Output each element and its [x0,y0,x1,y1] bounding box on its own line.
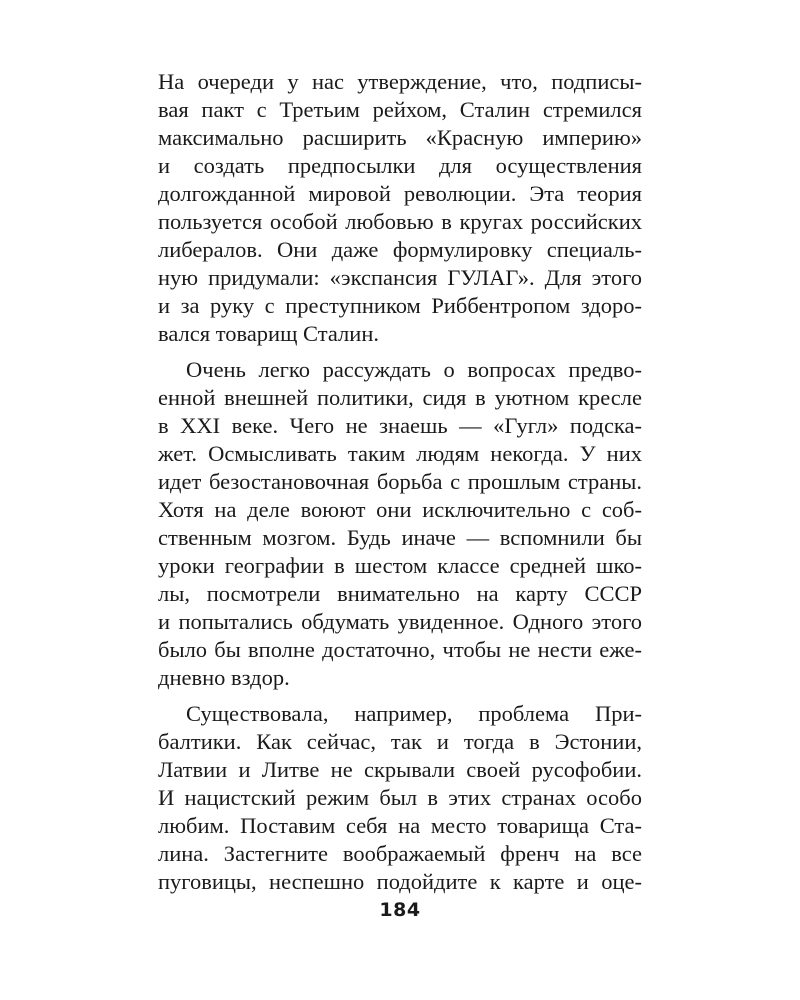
text-line: и за руку с преступником Риббентропом здоро- [158,293,642,318]
text-line: На очереди у нас утверждение, что, подписы- [158,69,642,94]
paragraph [158,700,642,896]
text-line: ную придумали: «экспансия ГУЛАГ». Для этого [158,265,642,290]
text-line: было бы вполне достаточно, чтобы не нести еже- [158,637,642,662]
text-line: в XXI веке. Чего не знаешь — «Гугл» подска- [158,413,642,438]
text-line: дневно вздор. [158,665,290,690]
text-line: пуговицы, неспешно подойдите к карте и оце- [158,869,642,894]
text-line: либералов. Они даже формулировку специаль- [158,237,642,262]
text-line: енной внешней политики, сидя в уютном кресле [158,385,642,410]
text-line: и создать предпосылки для осуществления [158,153,642,178]
text-line: идет безостановочная борьба с прошлым страны. [158,469,642,494]
text-line: и попытались обдумать увиденное. Одного этого [158,609,642,634]
text-line: Хотя на деле воюют они исключительно с соб- [158,497,642,522]
text-line: лы, посмотрели внимательно на карту СССР [158,581,642,606]
paragraph [158,68,642,348]
text-line: Латвии и Литве не скрывали своей русофобии. [158,757,642,782]
paragraph-gap [158,692,642,700]
text-line: вая пакт с Третьим рейхом, Сталин стремился [158,97,642,122]
paragraph [158,356,642,692]
text-line: уроки географии в шестом классе средней шко- [158,553,642,578]
text-line: максимально расширить «Красную империю» [158,125,642,150]
text-line: Существовала, например, проблема При- [186,701,642,726]
paragraph-gap [158,348,642,356]
text-line: лина. Застегните воображаемый френч на все [158,841,642,866]
text-line: пользуется особой любовью в кругах российских [158,209,642,234]
text-line: ственным мозгом. Будь иначе — вспомнили бы [158,525,642,550]
text-line: вался товарищ Сталин. [158,321,379,346]
text-line: любим. Поставим себя на место товарища Ста- [158,813,642,838]
page-number: 184 [379,899,421,921]
body-text [158,68,642,896]
text-line: долгожданной мировой революции. Эта теория [158,181,642,206]
text-line: балтики. Как сейчас, так и тогда в Эстонии, [158,729,642,754]
text-line: Очень легко рассуждать о вопросах предво- [186,357,642,382]
text-line: жет. Осмысливать таким людям некогда. У них [158,441,642,466]
text-line: И нацистский режим был в этих странах особо [158,785,642,810]
